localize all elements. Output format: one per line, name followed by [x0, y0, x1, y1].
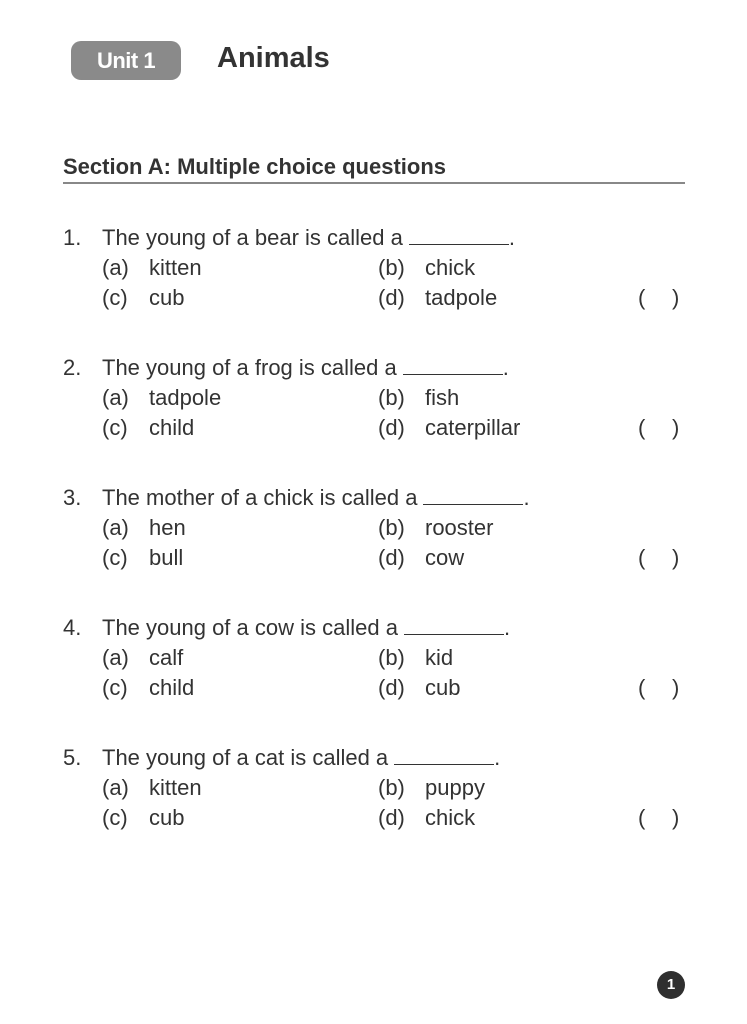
question-number: 3.: [63, 485, 82, 510]
option-text: tadpole: [149, 385, 222, 410]
option-label: (b): [378, 775, 405, 800]
answer-bracket-close[interactable]: ): [672, 415, 680, 440]
question: [63, 483, 685, 573]
answer-blank[interactable]: [409, 226, 509, 245]
option-text: rooster: [425, 515, 494, 540]
page-number: 1: [657, 971, 685, 999]
option-label: (b): [378, 255, 405, 280]
question-stem: [102, 223, 515, 253]
option-text: fish: [425, 385, 460, 410]
option-label: (c): [102, 805, 128, 830]
stem-text: The young of a frog is called a: [102, 355, 397, 380]
section-title: Section A: Multiple choice questions: [63, 154, 685, 184]
stem-end: .: [503, 615, 511, 640]
question: [63, 353, 685, 443]
option-text: calf: [149, 645, 184, 670]
option-text: hen: [149, 515, 186, 540]
question-stem: [102, 353, 509, 383]
option-text: cow: [425, 545, 465, 570]
stem-text: The young of a cat is called a: [102, 745, 389, 770]
stem-end: .: [502, 355, 509, 380]
option-text: chick: [425, 255, 476, 280]
page-title: Animals: [217, 42, 330, 74]
question-number: 5.: [63, 745, 82, 770]
question-number: 2.: [63, 355, 82, 380]
stem-text: The young of a bear is called a: [102, 225, 403, 250]
answer-bracket-close[interactable]: ): [672, 285, 680, 310]
unit-badge: Unit 1: [71, 41, 181, 80]
answer-blank[interactable]: [394, 746, 494, 765]
option-text: child: [149, 675, 195, 700]
question: [63, 613, 685, 703]
option-text: kitten: [149, 255, 202, 280]
answer-blank[interactable]: [404, 616, 504, 635]
option-label: (d): [378, 675, 405, 700]
answer-bracket-open[interactable]: (: [638, 285, 646, 310]
option-label: (c): [102, 545, 128, 570]
answer-blank[interactable]: [423, 486, 523, 505]
option-text: caterpillar: [425, 415, 521, 440]
option-text: puppy: [425, 775, 485, 800]
option-label: (c): [102, 675, 128, 700]
question: [63, 223, 685, 313]
option-text: cub: [149, 285, 185, 310]
option-label: (b): [378, 385, 405, 410]
option-label: (c): [102, 285, 128, 310]
option-text: tadpole: [425, 285, 498, 310]
stem-text: The mother of a chick is called a: [102, 485, 418, 510]
stem-end: .: [508, 225, 515, 250]
question: [63, 743, 685, 833]
question-stem: [102, 743, 500, 773]
answer-bracket-open[interactable]: (: [638, 675, 646, 700]
stem-end: .: [523, 485, 530, 510]
question-stem: [102, 483, 530, 513]
option-text: cub: [149, 805, 185, 830]
option-label: (a): [102, 255, 129, 280]
answer-blank[interactable]: [403, 356, 503, 375]
option-label: (a): [102, 645, 129, 670]
stem-text: The young of a cow is called a: [102, 615, 398, 640]
option-text: kid: [425, 645, 454, 670]
option-label: (d): [378, 545, 405, 570]
question-stem: [102, 613, 510, 643]
option-label: (c): [102, 415, 128, 440]
answer-bracket-open[interactable]: (: [638, 415, 646, 440]
answer-bracket-open[interactable]: (: [638, 545, 646, 570]
option-text: bull: [149, 545, 184, 570]
option-text: kitten: [149, 775, 202, 800]
option-text: cub: [425, 675, 461, 700]
option-text: chick: [425, 805, 476, 830]
option-label: (d): [378, 415, 405, 440]
stem-end: .: [494, 745, 501, 770]
option-label: (d): [378, 805, 405, 830]
option-label: (b): [378, 515, 405, 540]
question-number: 4.: [63, 615, 82, 640]
option-label: (b): [378, 645, 405, 670]
answer-bracket-close[interactable]: ): [672, 545, 680, 570]
answer-bracket-close[interactable]: ): [672, 805, 680, 830]
question-number: 1.: [63, 225, 82, 250]
option-label: (d): [378, 285, 405, 310]
answer-bracket-open[interactable]: (: [638, 805, 646, 830]
option-label: (a): [102, 775, 129, 800]
answer-bracket-close[interactable]: ): [672, 675, 680, 700]
option-label: (a): [102, 515, 129, 540]
option-text: child: [149, 415, 195, 440]
option-label: (a): [102, 385, 129, 410]
